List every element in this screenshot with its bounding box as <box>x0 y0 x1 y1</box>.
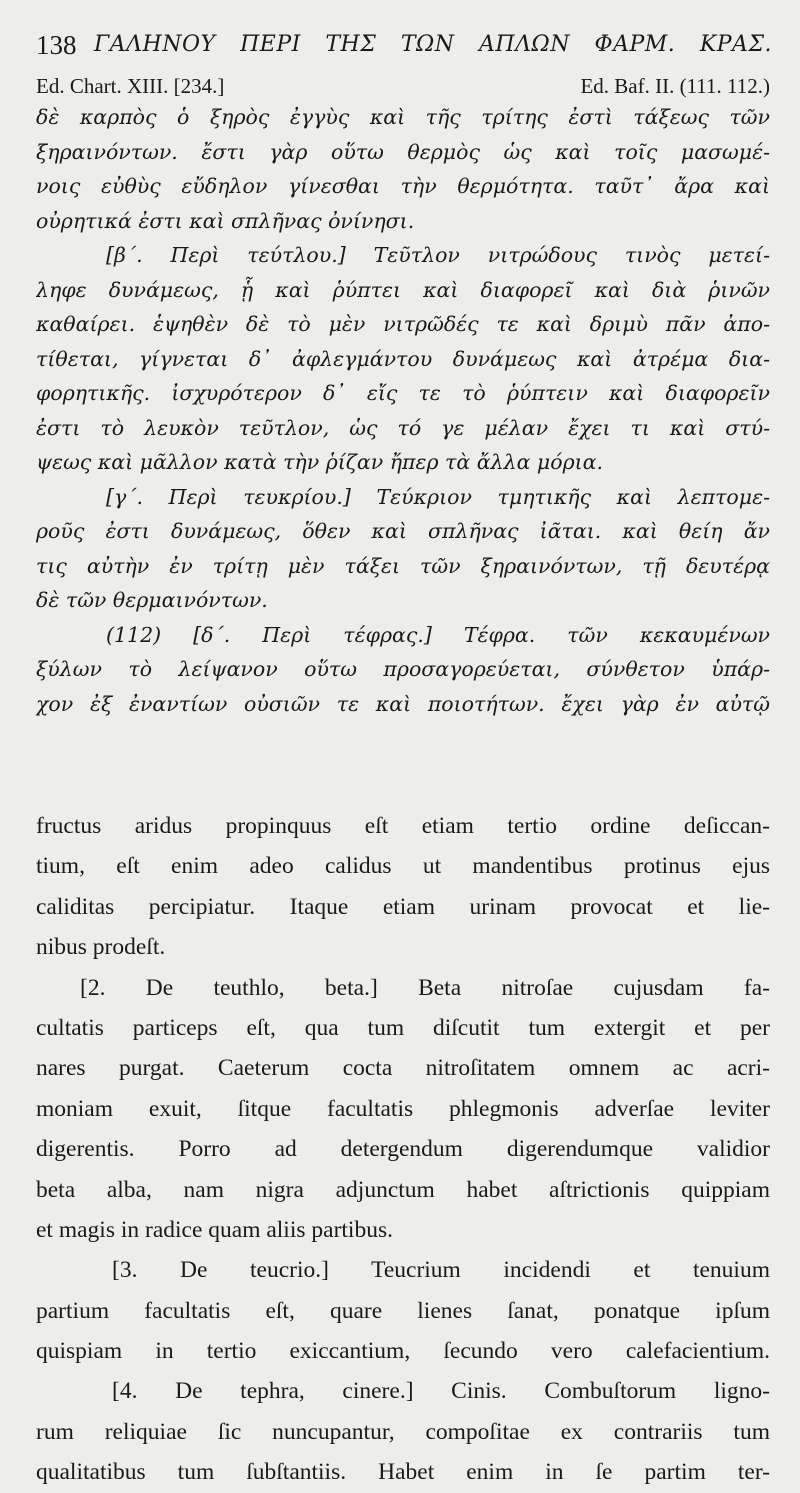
greek-line: ξύλων τὸ λείψανον οὕτω προσαγορεύεται, σύνθετον ὑπάρ- <box>36 657 770 681</box>
latin-text-block <box>36 806 770 1493</box>
latin-line: quispiam in tertio exiccantium, ſecundo vero calefacientium. <box>36 1338 770 1365</box>
greek-line: νοις εὐθὺς εὔδηλον γίνεσθαι τὴν θερμότητα. ταῦτ᾽ ἄρα καὶ <box>36 174 770 198</box>
page-number: 138 <box>36 30 77 60</box>
greek-line: (112) [δ΄. Περὶ τέφρας.] Τέφρα. τῶν κεκαυμένων <box>106 622 770 647</box>
greek-line: δὲ τῶν θερμαινόντων. <box>36 588 268 612</box>
latin-line: caliditas percipiatur. Itaque etiam urinam provocat et lie- <box>36 893 770 920</box>
greek-line: τις αὐτὴν ἐν τρίτῃ μὲν τάξει τῶν ξηραινόντων, τῇ δευτέρᾳ <box>36 553 770 578</box>
greek-line: ληφε δυνάμεως, ᾗ καὶ ῥύπτει καὶ διαφορεῖ καὶ διὰ ῥινῶν <box>36 277 770 302</box>
greek-line: οὐρητικά ἐστι καὶ σπλῆνας ὀνίνησι. <box>36 208 415 233</box>
greek-line: χον ἐξ ἐναντίων οὐσιῶν τε καὶ ποιοτήτων. ἔχει γὰρ ἐν αὐτῷ <box>36 691 770 716</box>
latin-line: moniam exuit, ſitque facultatis phlegmonis adverſae leviter <box>36 1095 770 1122</box>
greek-line: ξηραινόντων. ἔστι γὰρ οὕτω θερμὸς ὡς καὶ τοῖς μασωμέ- <box>36 139 770 164</box>
latin-line: rum reliquiae ſic nuncupantur, compoſitae ex contrariis tum <box>36 1418 770 1445</box>
edition-reference-basel: Ed. Baf. II. (111. 112.) <box>580 74 770 98</box>
latin-line: [3. De teucrio.] Teucrium incidendi et tenuium <box>112 1257 770 1284</box>
greek-line: τίθεται, γίγνεται δ᾽ ἀφλεγμάντου δυνάμεως καὶ ἀτρέμα δια- <box>36 346 770 371</box>
latin-line: [2. De teuthlo, beta.] Beta nitroſae cujusdam fa- <box>80 974 770 1001</box>
greek-line: ροῦς ἐστι δυνάμεως, ὅθεν καὶ σπλῆνας ἰᾶται. καὶ θείη ἄν <box>36 519 770 543</box>
latin-line: nibus prodeſt. <box>36 934 166 961</box>
latin-line: beta alba, nam nigra adjunctum habet aſtrictionis quippiam <box>36 1176 770 1203</box>
running-header <box>36 26 772 66</box>
latin-line: nares purgat. Caeterum cocta nitroſitatem omnem ac acri- <box>36 1055 770 1082</box>
greek-text-block <box>36 100 770 721</box>
edition-reference-chartier: Ed. Chart. XIII. [234.] <box>36 74 225 98</box>
latin-line: qualitatibus tum ſubſtantiis. Habet enim in ſe partim ter- <box>36 1459 770 1486</box>
greek-line: [β΄. Περὶ τεύτλου.] Τεῦτλον νιτρώδους τινὸς μετεί- <box>106 243 770 267</box>
latin-line: partium facultatis eſt, quare lienes ſanat, ponatque ipſum <box>36 1297 770 1324</box>
latin-line: cultatis particeps eſt, qua tum diſcutit tum extergit et per <box>36 1014 770 1041</box>
greek-line: ψεως καὶ μᾶλλον κατὰ τὴν ῥίζαν ἤπερ τὰ ἄλλα μόρια. <box>36 450 604 474</box>
latin-line: tium, eſt enim adeo calidus ut mandentibus protinus ejus <box>36 853 770 880</box>
running-title: ΓΑΛΗΝΟΥ ΠΕΡΙ ΤΗΣ ΤΩΝ ΑΠΛΩΝ ΦΑΡΜ. ΚΡΑΣ. <box>94 32 772 57</box>
latin-line: et magis in radice quam aliis partibus. <box>36 1216 393 1243</box>
latin-line: fructus aridus propinquus eſt etiam tertio ordine deſiccan- <box>36 813 770 839</box>
greek-line: [γ΄. Περὶ τευκρίου.] Τεύκριον τμητικῆς καὶ λεπτομε- <box>106 484 770 509</box>
greek-line: φορητικῆς. ἰσχυρότερον δ᾽ εἴς τε τὸ ῥύπτειν καὶ διαφορεῖν <box>36 381 770 405</box>
greek-line: καθαίρει. ἑψηθὲν δὲ τὸ μὲν νιτρῶδές τε καὶ δριμὺ πᾶν ἀπο- <box>36 312 770 336</box>
greek-line: ἐστι τὸ λευκὸν τεῦτλον, ὡς τό γε μέλαν ἔχει τι καὶ στύ- <box>36 415 770 440</box>
greek-line: δὲ καρπὸς ὁ ξηρὸς ἐγγὺς καὶ τῆς τρίτης ἐστὶ τάξεως τῶν <box>36 105 770 129</box>
latin-line: digerentis. Porro ad detergendum digerendumque validior <box>36 1136 770 1163</box>
latin-line: [4. De tephra, cinere.] Cinis. Combuſtorum ligno- <box>112 1378 770 1405</box>
